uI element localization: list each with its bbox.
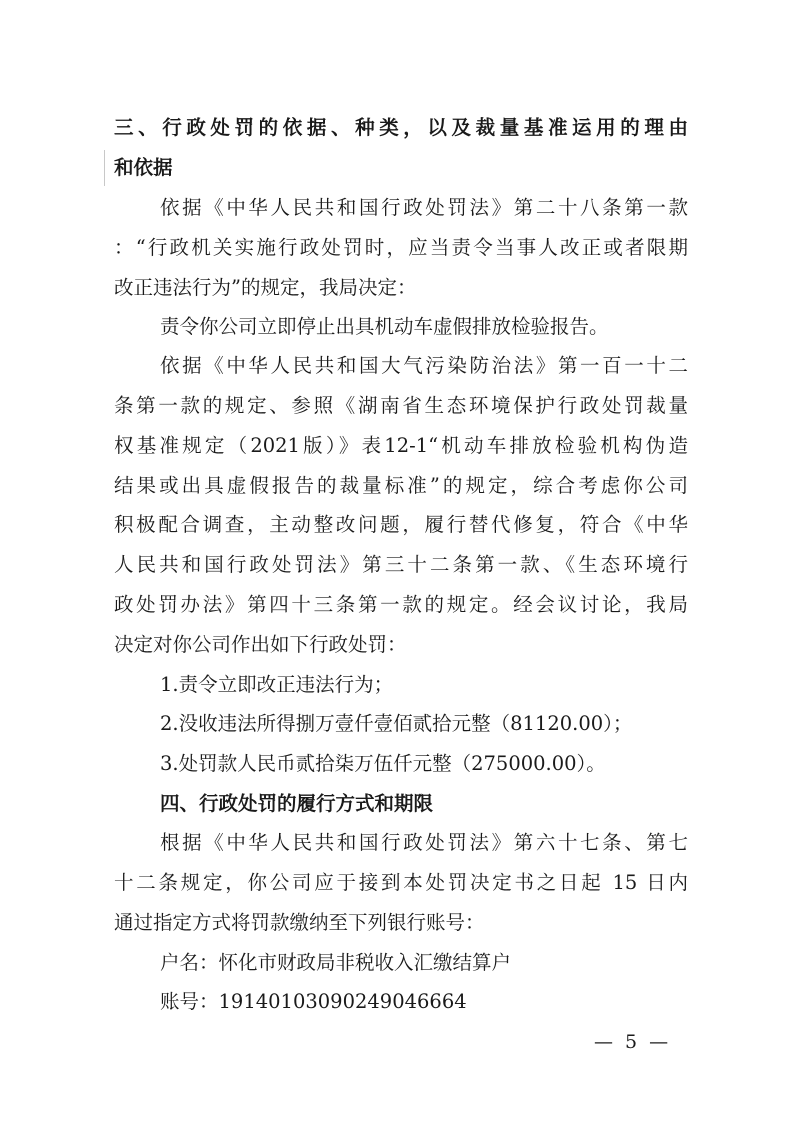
paragraph-3-line-8: 决定对你公司作出如下行政处罚： bbox=[114, 633, 407, 656]
penalty-item-2: 2.没收违法所得捌万壹仟壹佰贰拾元整（81120.00）； bbox=[160, 712, 633, 735]
section-4-paragraph-line-1: 根据《中华人民共和国行政处罚法》第六十七条、第七 bbox=[160, 831, 688, 854]
paragraph-3-line-1: 依据《中华人民共和国大气污染防治法》第一百一十二 bbox=[160, 354, 688, 377]
section-3-heading-line-2: 和依据 bbox=[114, 156, 173, 179]
paragraph-1-line-2: ：“行政机关实施行政处罚时，应当责令当事人改正或者限期 bbox=[114, 236, 688, 259]
section-4-paragraph-line-3: 通过指定方式将罚款缴纳至下列银行账号： bbox=[114, 911, 485, 934]
paragraph-3-line-2: 条第一款的规定、参照《湖南省生态环境保护行政处罚裁量 bbox=[114, 394, 688, 417]
paragraph-3-line-3: 权基准规定（2021版）》表12-1“机动车排放检验机构伪造 bbox=[114, 434, 688, 457]
penalty-item-3: 3.处罚款人民币贰拾柒万伍仟元整（275000.00）。 bbox=[160, 752, 606, 775]
account-name: 户名：怀化市财政局非税收入汇缴结算户 bbox=[160, 951, 512, 974]
paragraph-3-line-5: 积极配合调查，主动整改问题，履行替代修复，符合《中华 bbox=[114, 513, 688, 536]
paragraph-3-line-4: 结果或出具虚假报告的裁量标准”的规定，综合考虑你公司 bbox=[114, 474, 688, 497]
paragraph-1-line-3: 改正违法行为”的规定，我局决定： bbox=[114, 276, 417, 299]
page-number: — 5 — bbox=[594, 1031, 672, 1053]
section-4-heading: 四、行政处罚的履行方式和期限 bbox=[160, 792, 434, 815]
paragraph-2-line-1: 责令你公司立即停止出具机动车虚假排放检验报告。 bbox=[160, 315, 609, 338]
penalty-item-1: 1.责令立即改正违法行为； bbox=[160, 673, 394, 696]
section-4-paragraph-line-2: 十二条规定，你公司应于接到本处罚决定书之日起 15 日内 bbox=[114, 871, 688, 894]
paragraph-3-line-7: 政处罚办法》第四十三条第一款的规定。经会议讨论，我局 bbox=[114, 593, 688, 616]
section-3-heading-line-1: 三、行政处罚的依据、种类，以及裁量基准运用的理由 bbox=[114, 116, 688, 139]
account-number: 账号：19140103090249046664 bbox=[160, 990, 467, 1013]
paragraph-1-line-1: 依据《中华人民共和国行政处罚法》第二十八条第一款 bbox=[160, 196, 688, 219]
paragraph-3-line-6: 人民共和国行政处罚法》第三十二条第一款、《生态环境行 bbox=[114, 553, 688, 576]
scan-edge-mark bbox=[104, 150, 105, 186]
